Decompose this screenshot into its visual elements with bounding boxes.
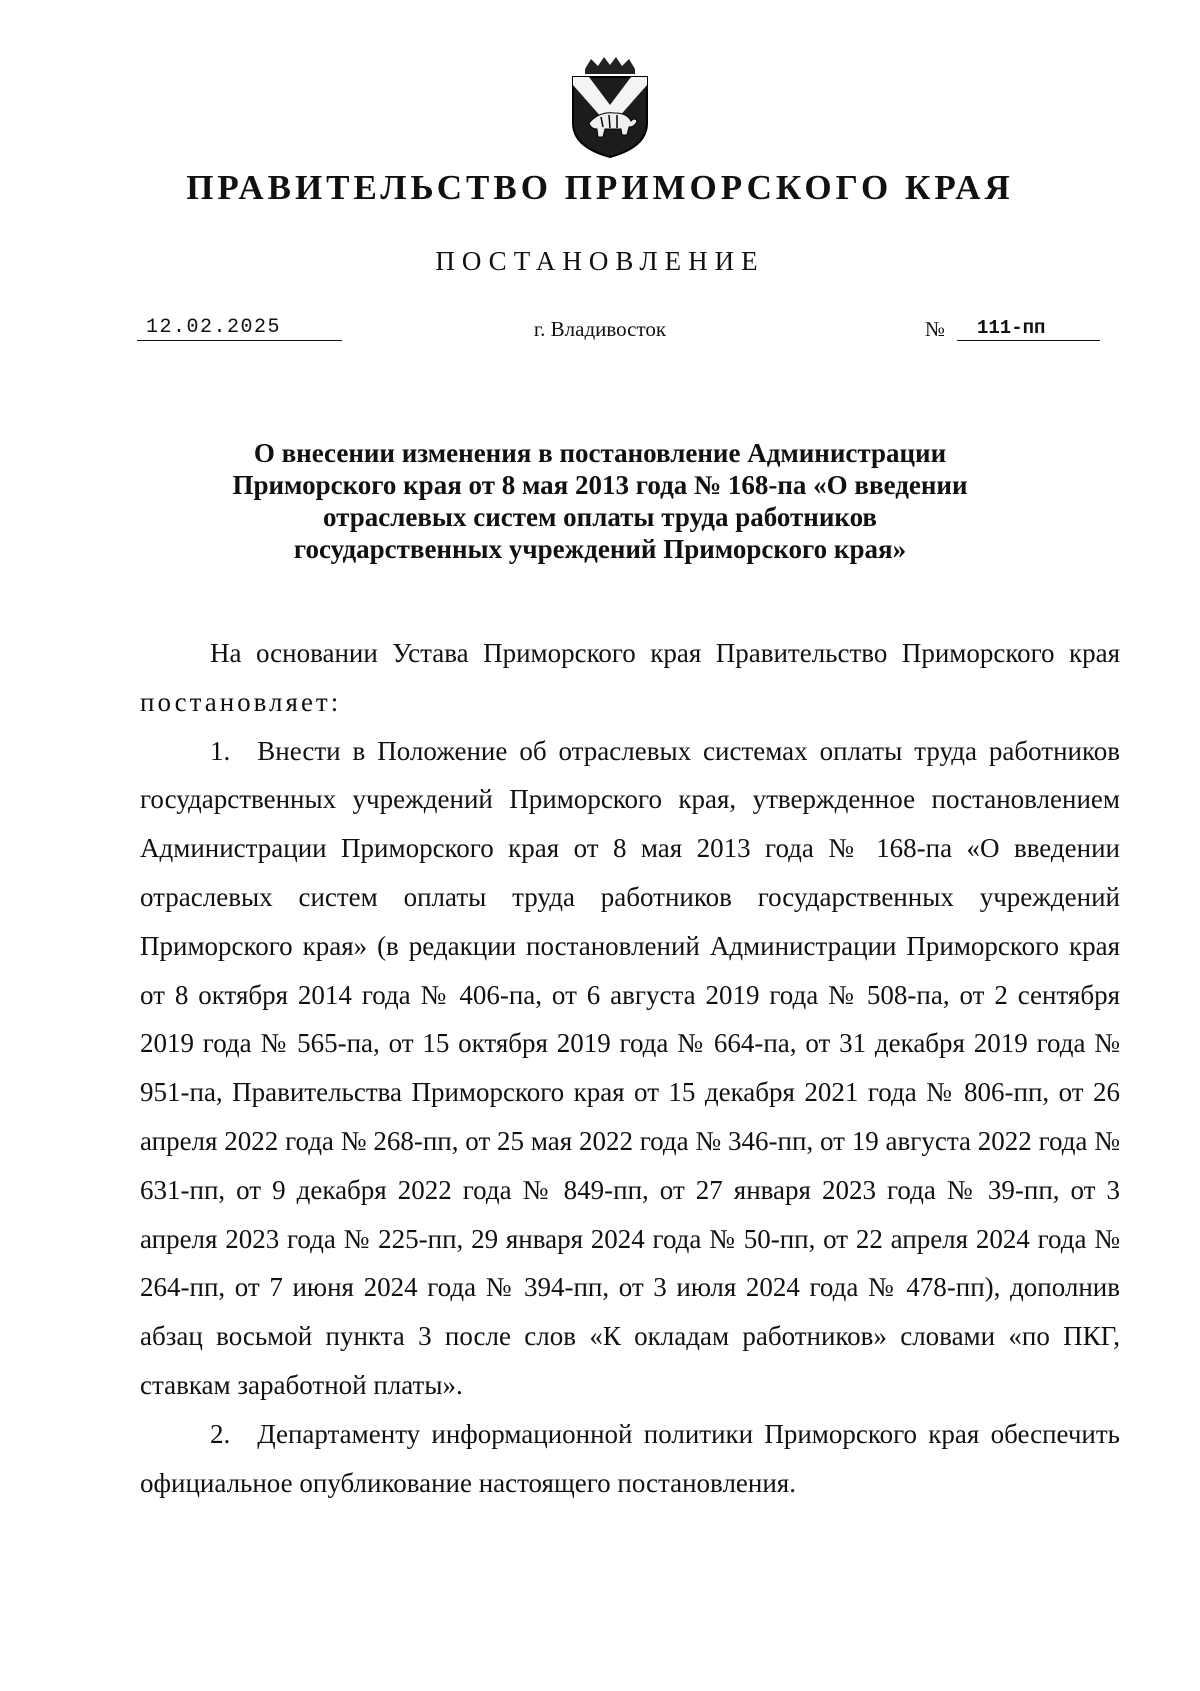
item-1-paragraph: 1. Внести в Положение об отраслевых системах оплаты труда работников государственных учреждений Приморского края, утвержденное постановлением Администрации Приморского края от 8 мая 2013 года № 168-па «О введении отраслевых систем оплаты труда работников государственных учреждений Приморского края» (в редакции постановлений Администрации Приморского края от 8 октября 2014 года № 406-па, от 6 августа 2019 года № 508-па, от 2 сентября 2019 года № 565-па, от 15 октября 2019 года № 664-па, от 31 декабря 2019 года № 951-па, Правительства Приморского края от 15 декабря 2021 года № 806-пп, от 26 апреля 2022 года № 268-пп, от 25 мая 2022 года № 346-пп, от 19 августа 2022 года № 631-пп, от 9 декабря 2022 года № 849-пп, от 27 января 2023 года № 39-пп, от 3 апреля 2023 года № 225-пп, 29 января 2024 года № 50-пп, от 22 апреля 2024 года № 264-пп, от 7 июня 2024 года № 394-пп, от 3 июля 2024 года № 478-пп), дополнив абзац восьмой пункта 3 после слов «К окладам работников» словами «по ПКГ, ставкам заработной платы». <box>140 735 1120 1400</box>
heading-line: Приморского края от 8 мая 2013 года № 168-па «О введении <box>232 470 968 500</box>
document-heading <box>150 437 1050 565</box>
document-city: г. Владивосток <box>533 317 667 341</box>
heading-line: О внесении изменения в постановление Администрации <box>253 438 947 468</box>
document-body <box>140 629 1120 1507</box>
heading-line: государственных учреждений Приморского края» <box>293 534 907 564</box>
item-2-paragraph: 2. Департаменту информационной политики Приморского края обеспечить официальное опубликование настоящего постановления. <box>140 1418 1120 1498</box>
preamble-paragraph <box>140 629 1120 727</box>
coat-of-arms-icon <box>565 55 655 160</box>
preamble-keyword: постановляет: <box>140 686 342 717</box>
heading-line: отраслевых систем оплаты труда работников <box>322 502 878 532</box>
organization-title: ПРАВИТЕЛЬСТВО ПРИМОРСКОГО КРАЯ <box>186 168 1014 207</box>
preamble-text: На основании Устава Приморского края Правительство Приморского края <box>210 638 1120 668</box>
document-number: 111-пп <box>957 316 1100 341</box>
number-sign: № <box>925 317 946 341</box>
document-date: 12.02.2025 <box>137 316 342 341</box>
document-type: ПОСТАНОВЛЕНИЕ <box>435 246 765 276</box>
